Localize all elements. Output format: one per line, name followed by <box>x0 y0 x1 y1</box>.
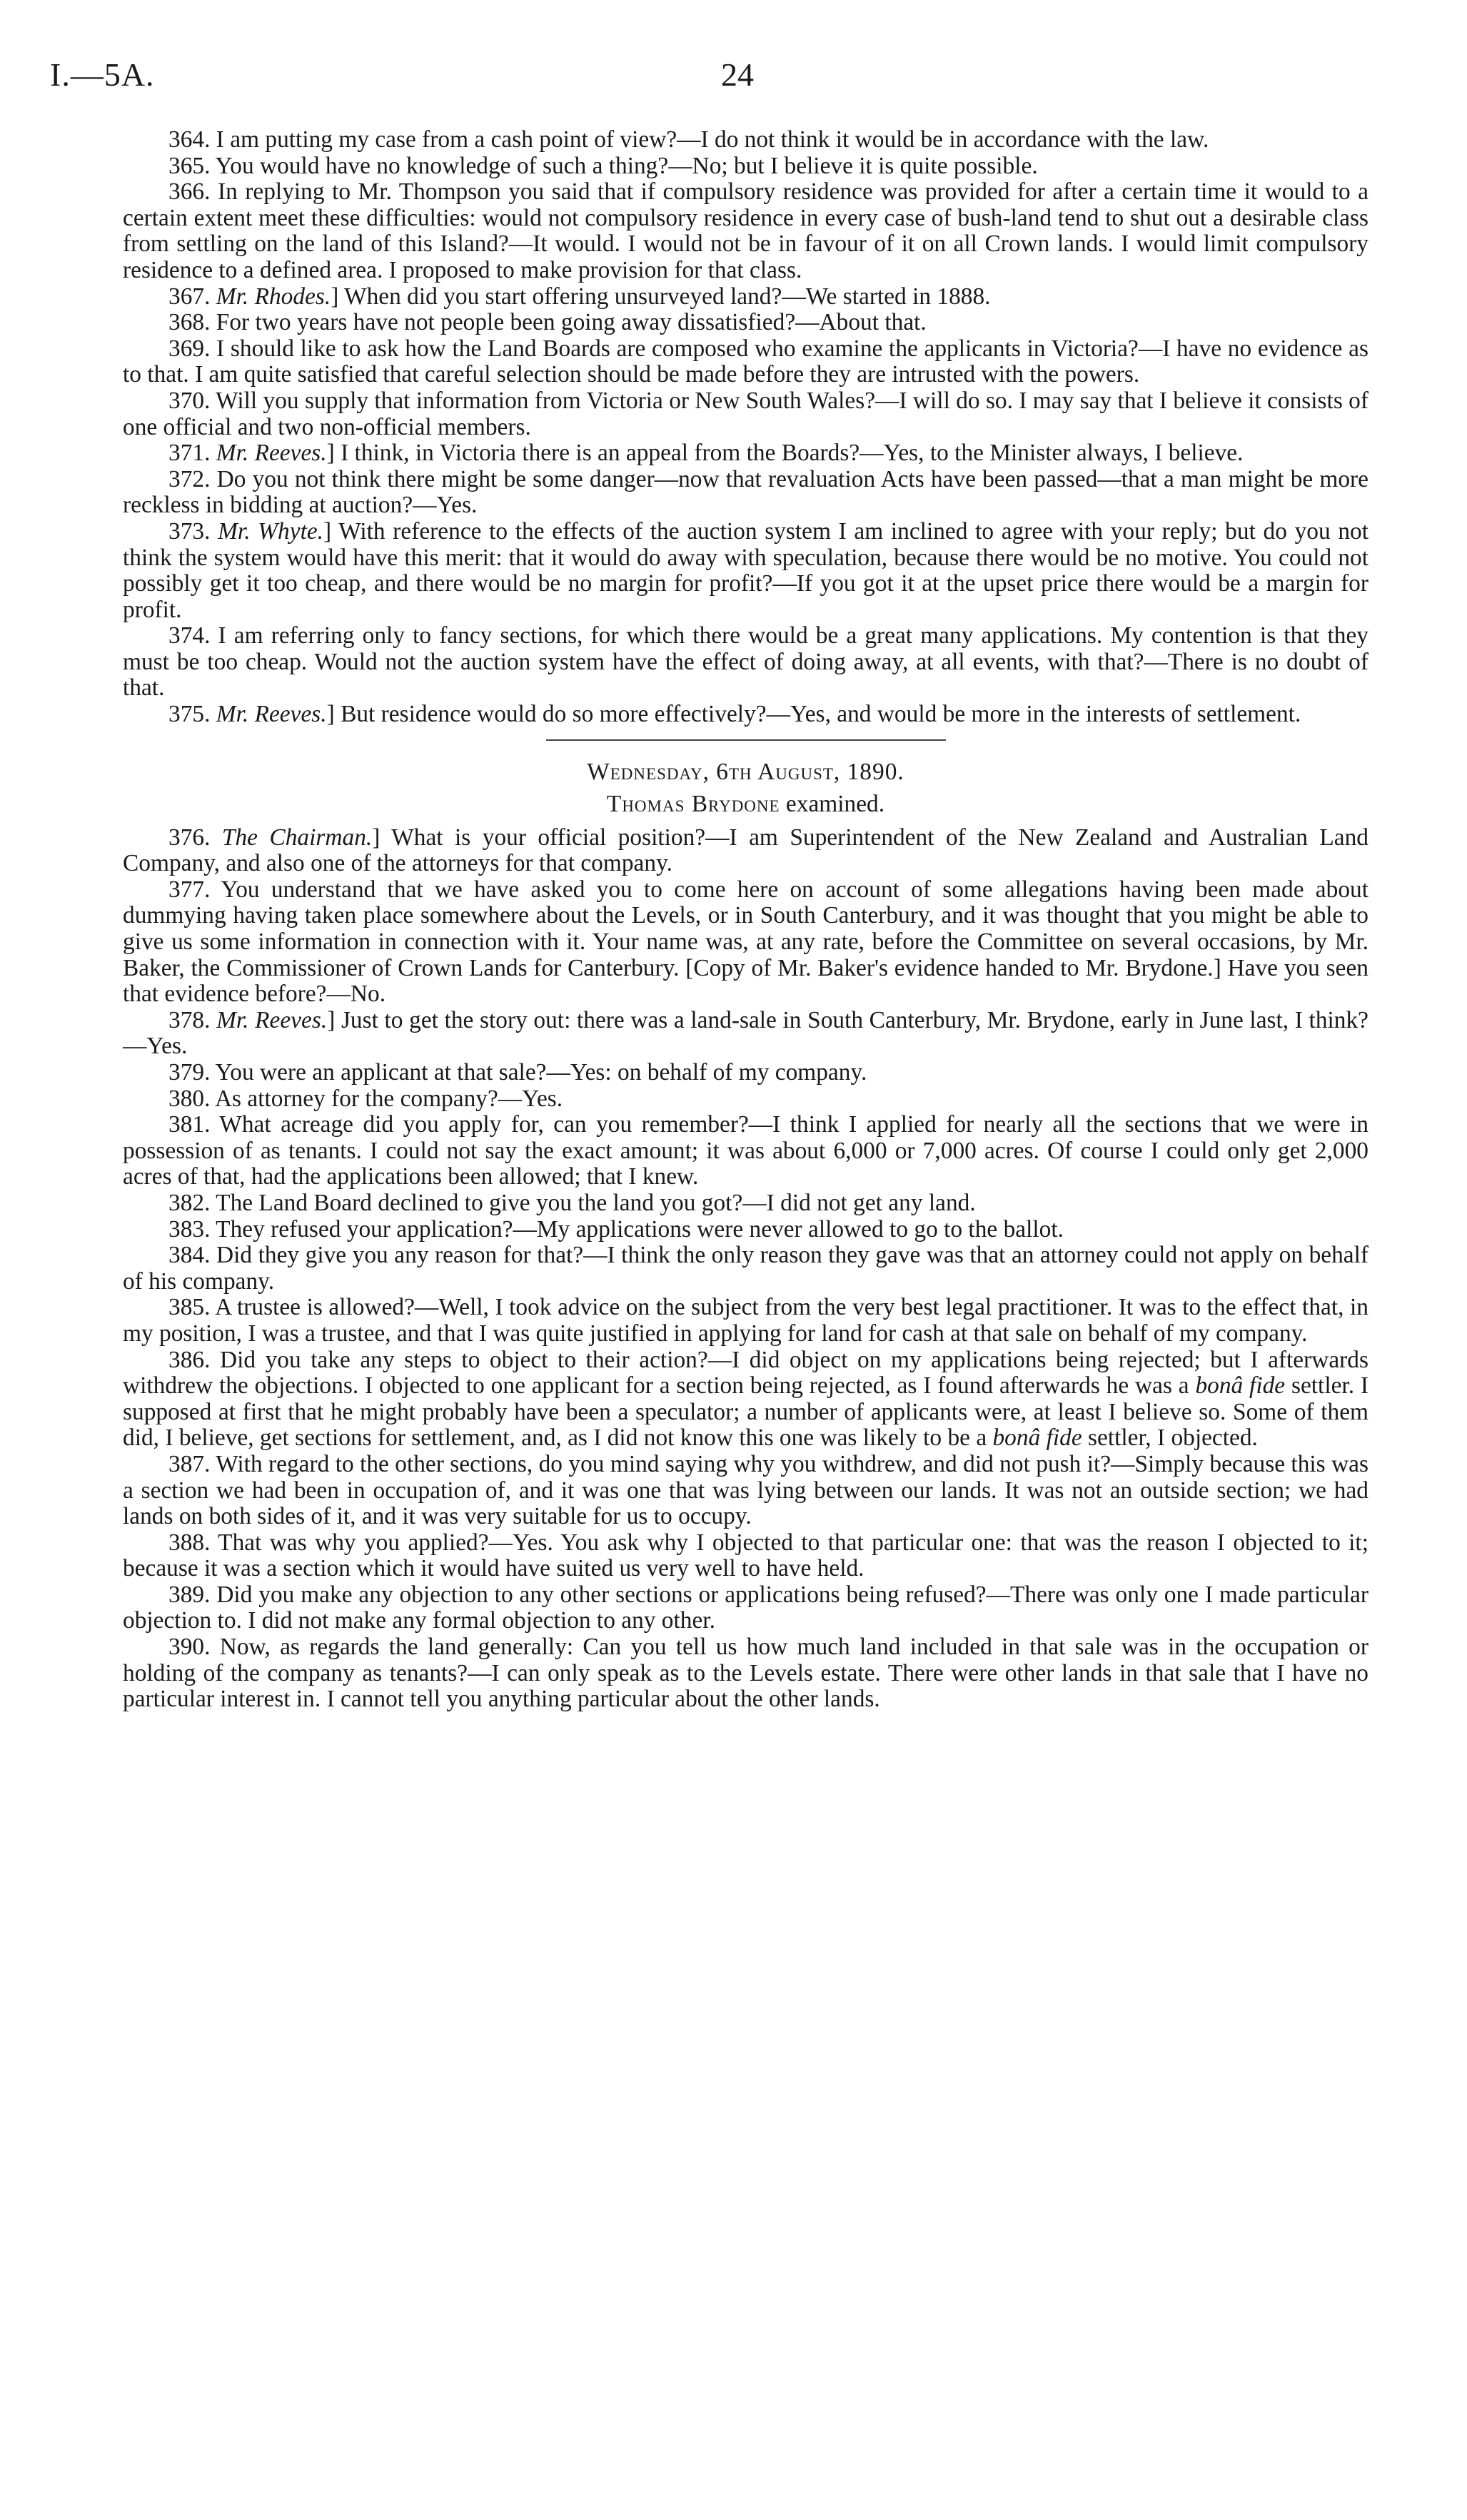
question-paragraph-377: 377. You understand that we have asked you to come here on account of some allegations having been made about dummying having taken place somewhere about the Levels, or in South Canterbury, and it was thought that you might be able to give us some information in connection with it. Your name was, at any rate, before the Committee on several occasions, by Mr. Baker, the Commissioner of Crown Lands for Canterbury. [Copy of Mr. Baker's evidence handed to Mr. Brydone.] Have you seen that evidence before?—No. <box>123 876 1368 1008</box>
question-paragraph-378: 378. Mr. Reeves.] Just to get the story out: there was a land-sale in South Canterbury, Mr. Brydone, early in June last, I think?—Yes. <box>123 1006 1368 1060</box>
question-paragraph-382: 382. The Land Board declined to give you the land you got?—I did not get any land. <box>168 1189 976 1216</box>
question-paragraph-380: 380. As attorney for the company?—Yes. <box>168 1085 563 1112</box>
question-paragraph-388: 388. That was why you applied?—Yes. You ask why I objected to that particular one: that was the reason I objected to it; because it was a section which it would have suited us very well to have held. <box>123 1529 1368 1582</box>
page-header <box>50 56 1371 106</box>
witness-heading <box>123 788 1368 821</box>
question-paragraph-381: 381. What acreage did you apply for, can you remember?—I think I applied for nearly all the sections that we were in possession of as tenants. I could not say the exact amount; it was about 6,000 or 7,000 acres. Of course I could only get 2,000 acres of that, had the applications been allowed; that I knew. <box>123 1111 1368 1190</box>
question-paragraph-387: 387. With regard to the other sections, do you mind saying why you withdrew, and did not push it?—Simply because this was a section we had been in occupation of, and it was one that was lying between our lands. It was not an outside section; we had lands on both sides of it, and it was very suitable for us to occupy. <box>123 1450 1368 1530</box>
question-paragraph-367: 367. Mr. Rhodes.] When did you start offering unsurveyed land?—We started in 1888. <box>168 283 991 310</box>
page-body <box>123 127 1368 1713</box>
speaker-name: Mr. Rhodes. <box>216 283 331 310</box>
question-paragraph-389: 389. Did you make any objection to any other sections or applications being refused?—There was only one I made particular objection to. I did not make any formal objection to any other. <box>123 1581 1368 1634</box>
question-paragraph-364: 364. I am putting my case from a cash point of view?—I do not think it would be in accordance with the law. <box>168 126 1209 153</box>
question-paragraph-370: 370. Will you supply that information from Victoria or New South Wales?—I will do so. I may say that I believe it consists of one official and two non-official members. <box>123 387 1368 440</box>
latin-phrase: bonâ fide <box>992 1425 1082 1452</box>
question-paragraph-371: 371. Mr. Reeves.] I think, in Victoria there is an appeal from the Boards?—Yes, to the Minister always, I believe. <box>168 440 1244 467</box>
question-paragraph-375: 375. Mr. Reeves.] But residence would do so more effectively?—Yes, and would be more in the interests of settlement. <box>168 701 1301 728</box>
question-paragraph-386: 386. Did you take any steps to object to their action?—I did object on my applications being rejected; but I afterwards withdrew the objections. I objected to one applicant for a section being rejected, as I found afterwards he was a bonâ fide settler. I supposed at first that he might probably have been a speculator; a number of applicants were, at least I believe so. Some of them did, I believe, get sections for settlement, and, as I did not know this one was likely to be a bonâ fide settler, I objected. <box>123 1346 1368 1452</box>
document-reference: I.—5A. <box>50 56 155 93</box>
page-number: 24 <box>721 56 754 93</box>
question-paragraph-369: 369. I should like to ask how the Land Boards are composed who examine the applicants in Victoria?—I have no evidence as to that. I am quite satisfied that careful selection should be made before they are intrusted with the powers. <box>123 335 1368 388</box>
witness-name: Thomas Brydone <box>606 790 780 817</box>
section-divider <box>546 739 946 741</box>
question-paragraph-384: 384. Did they give you any reason for that?—I think the only reason they gave was that an attorney could not apply on behalf of his company. <box>123 1242 1368 1295</box>
question-paragraph-374: 374. I am referring only to fancy sections, for which there would be a great many applications. My contention is that they must be too cheap. Would not the auction system have the effect of doing away, at all events, with that?—There is no doubt of that. <box>123 622 1368 702</box>
question-paragraph-368: 368. For two years have not people been going away dissatisfied?—About that. <box>168 309 927 336</box>
witness-suffix: examined. <box>780 790 885 817</box>
speaker-name: Mr. Reeves. <box>216 440 327 467</box>
evidence-before-section <box>123 127 1368 728</box>
latin-phrase: bonâ fide <box>1195 1372 1286 1400</box>
question-paragraph-366: 366. In replying to Mr. Thompson you said that if compulsory residence was provided for after a certain time it would to a certain extent meet these difficulties: would not compulsory residence in every case of bush-land tend to shut out a desirable class from settling on the land of this Island?—It would. I would not be in favour of it on all Crown lands. I would limit compulsory residence to a defined area. I proposed to make provision for that class. <box>123 178 1368 283</box>
question-paragraph-376: 376. The Chairman.] What is your official position?—I am Superintendent of the New Zealand and Australian Land Company, and also one of the attorneys for that company. <box>123 824 1369 877</box>
speaker-name: Mr. Whyte. <box>218 517 324 545</box>
question-paragraph-390: 390. Now, as regards the land generally: Can you tell us how much land included in that sale was in the occupation or holding of the company as tenants?—I can only speak as to the Levels estate. There were other lands in that sale that I have no particular interest in. I cannot tell you anything particular about the other lands. <box>123 1634 1368 1713</box>
question-paragraph-373: 373. Mr. Whyte.] With reference to the effects of the auction system I am inclined to agree with your reply; but do you not think the system would have this merit: that it would do away with speculation, because there would be no motive. You could not possibly get it too cheap, and there would be no margin for profit?—If you got it at the upset price there would be a margin for profit. <box>123 517 1369 623</box>
speaker-name: Mr. Reeves. <box>216 701 327 728</box>
question-paragraph-365: 365. You would have no knowledge of such a thing?—No; but I believe it is quite possible. <box>168 152 1038 179</box>
speaker-name: The Chairman. <box>221 824 373 851</box>
question-paragraph-385: 385. A trustee is allowed?—Well, I took advice on the subject from the very best legal practitioner. It was to the effect that, in my position, I was a trustee, and that I was quite justified in applying for land for cash at that sale on behalf of my company. <box>123 1294 1368 1347</box>
question-paragraph-379: 379. You were an applicant at that sale?—Yes: on behalf of my company. <box>168 1059 867 1086</box>
question-paragraph-372: 372. Do you not think there might be some danger—now that revaluation Acts have been passed—that a man might be more reckless in bidding at auction?—Yes. <box>123 465 1368 519</box>
session-date-heading: Wednesday, 6th August, 1890. <box>587 758 904 785</box>
question-paragraph-383: 383. They refused your application?—My applications were never allowed to go to the ballot. <box>168 1215 1064 1243</box>
evidence-after-section <box>123 825 1368 1713</box>
speaker-name: Mr. Reeves. <box>216 1006 328 1033</box>
